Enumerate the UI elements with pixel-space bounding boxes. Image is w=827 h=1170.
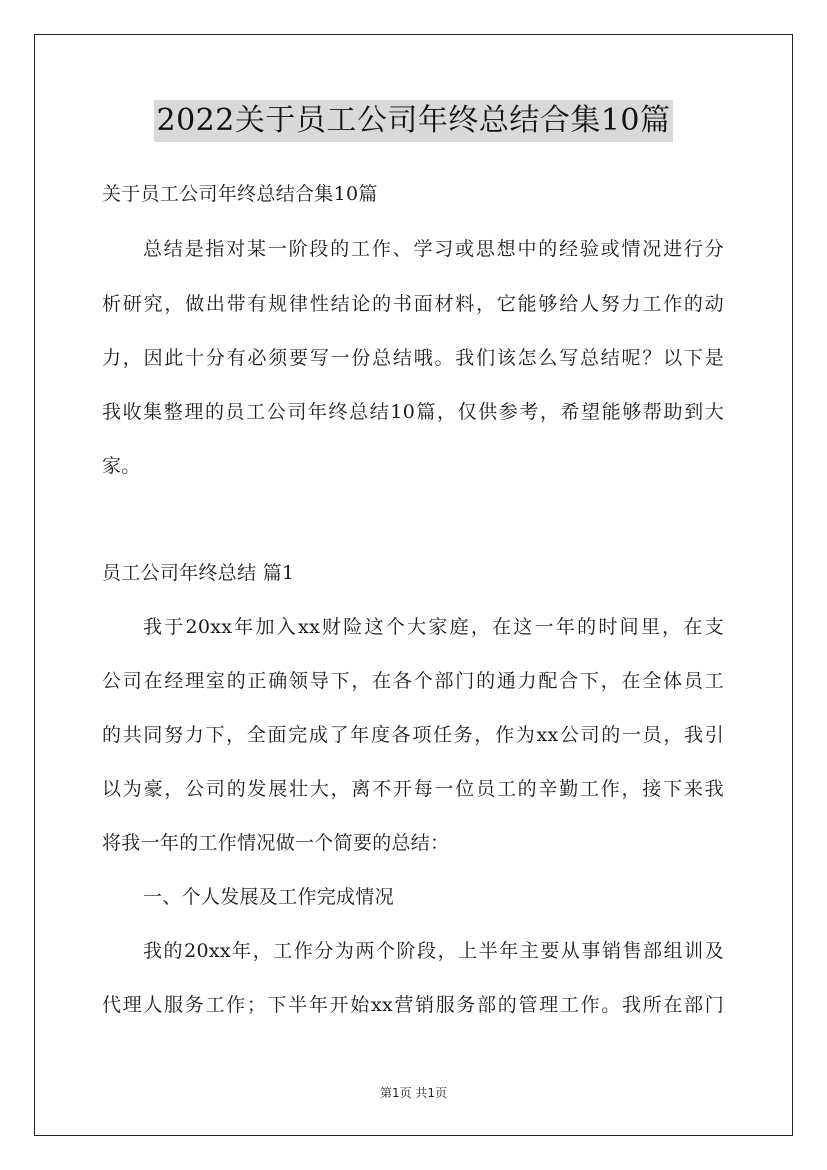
body-line: 将我一年的工作情况做一个简要的总结： bbox=[102, 832, 450, 854]
body-line: 以为豪，公司的发展壮大，离不开每一位员工的辛勤工作，接下来我 bbox=[102, 778, 724, 800]
sub-heading: 一、个人发展及工作完成情况 bbox=[143, 886, 394, 908]
section-heading: 员工公司年终总结 篇1 bbox=[102, 562, 295, 584]
document-subtitle: 关于员工公司年终总结合集10篇 bbox=[102, 183, 378, 205]
body-line: 我于20xx年加入xx财险这个大家庭，在这一年的时间里，在支 bbox=[143, 616, 724, 638]
body-line: 公司在经理室的正确领导下，在各个部门的通力配合下，在全体员工 bbox=[102, 670, 724, 692]
body-line: 我的20xx年，工作分为两个阶段，上半年主要从事销售部组训及 bbox=[143, 940, 724, 962]
document-title: 2022关于员工公司年终总结合集10篇 bbox=[154, 100, 672, 142]
body-line: 的共同努力下，全面完成了年度各项任务，作为xx公司的一员，我引 bbox=[102, 724, 724, 746]
page-footer: 第1页 共1页 bbox=[379, 1086, 448, 1100]
intro-line: 家。 bbox=[102, 455, 141, 477]
intro-line: 我收集整理的员工公司年终总结10篇，仅供参考，希望能够帮助到大 bbox=[102, 401, 724, 423]
intro-line: 总结是指对某一阶段的工作、学习或思想中的经验或情况进行分 bbox=[143, 238, 724, 260]
intro-line: 力，因此十分有必须要写一份总结哦。我们该怎么写总结呢？以下是 bbox=[102, 347, 724, 369]
body-line: 代理人服务工作；下半年开始xx营销服务部的管理工作。我所在部门 bbox=[102, 994, 724, 1016]
intro-line: 析研究，做出带有规律性结论的书面材料，它能够给人努力工作的动 bbox=[102, 293, 724, 315]
title-container bbox=[0, 100, 827, 142]
